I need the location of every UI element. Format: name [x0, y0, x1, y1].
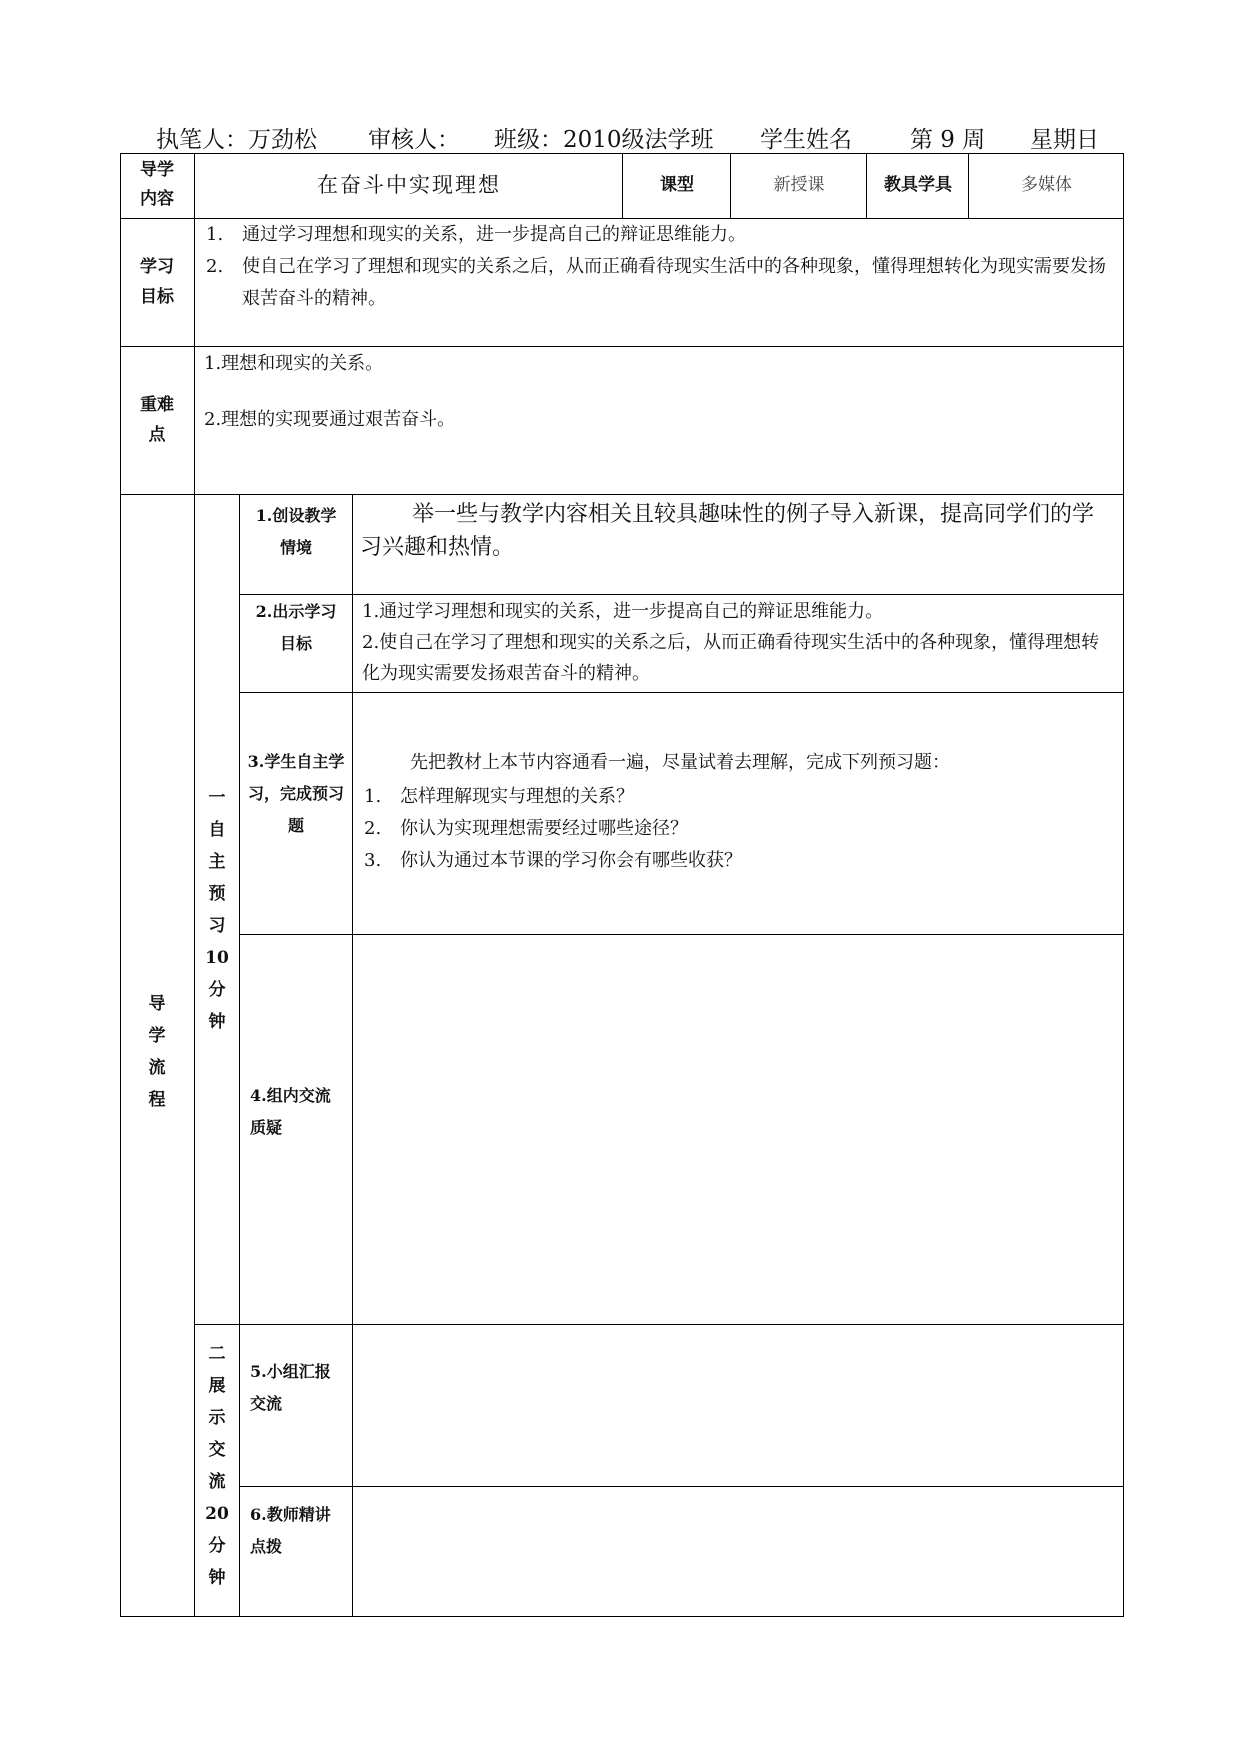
key-points-label: 重难 点: [140, 395, 174, 445]
step-3-intro: 先把教材上本节内容通看一遍，尽量试着去理解，完成下列预习题：: [410, 752, 950, 773]
step-1-label: 1.创设教学情境: [255, 506, 337, 557]
document-header: [152, 117, 1122, 153]
reviewer-text: 审核人：: [368, 127, 460, 153]
writer-text: 执笔人：万劲松: [156, 127, 317, 153]
step-5-label: 5.小组汇报交流: [250, 1362, 331, 1413]
step-2-label: 2.出示学习目标: [255, 602, 337, 653]
section2-label: 二 展 示 交 流 20 分 钟: [205, 1344, 229, 1588]
tools-value: 多媒体: [1021, 175, 1072, 195]
day-text: 星期日: [1030, 127, 1099, 153]
week-text: 第 9 周: [910, 127, 986, 153]
goal-item: 2. 使自己在学习了理想和现实的关系之后，从而正确看待现实生活中的各种现象，懂得理想转化为现实需要发扬艰苦奋斗的精神。: [206, 256, 1106, 309]
goal-item: 1. 通过学习理想和现实的关系，进一步提高自己的辩证思维能力。: [206, 224, 746, 245]
goals-list: [206, 219, 1116, 315]
step-4-label: 4.组内交流质疑: [250, 1086, 331, 1137]
question-item: 2. 你认为实现理想需要经过哪些途径？: [364, 818, 688, 839]
step-3-questions: [364, 781, 1104, 877]
step-1-content: 举一些与教学内容相关且较具趣味性的例子导入新课，提高同学们的学习兴趣和热情。: [360, 502, 1095, 560]
question-item: 3. 你认为通过本节课的学习你会有哪些收获？: [364, 850, 742, 871]
key-point-2: 2.理想的实现要通过艰苦奋斗。: [204, 409, 456, 430]
step-3-label: 3.学生自主学习，完成预习题: [247, 752, 345, 835]
content-label: 导学 内容: [140, 160, 174, 209]
question-item: 1. 怎样理解现实与理想的关系？: [364, 786, 634, 807]
step-2-line-1: 1.通过学习理想和现实的关系，进一步提高自己的辩证思维能力。: [362, 601, 884, 622]
key-point-1: 1.理想和现实的关系。: [204, 353, 384, 374]
class-text: 班级：2010级法学班: [494, 127, 714, 153]
lesson-type-value: 新授课: [773, 175, 825, 195]
lesson-type-label: 课型: [660, 175, 694, 195]
step-2-content: [362, 596, 1117, 689]
step-2-line-2: 2.使自己在学习了理想和现实的关系之后，从而正确看待现实生活中的各种现象，懂得理想转化为现实需要发扬艰苦奋斗的精神。: [362, 632, 1100, 684]
section1-label: 一 自 主 预 习 10 分 钟: [205, 788, 229, 1032]
goals-label: 学习 目标: [140, 257, 174, 307]
flow-label: 导 学 流 程: [148, 994, 166, 1110]
student-name-label: 学生姓名: [760, 127, 852, 153]
tools-label: 教具学具: [884, 175, 952, 195]
lesson-topic: 在奋斗中实现理想: [317, 173, 501, 197]
step-6-label: 6.教师精讲点拨: [250, 1505, 331, 1556]
